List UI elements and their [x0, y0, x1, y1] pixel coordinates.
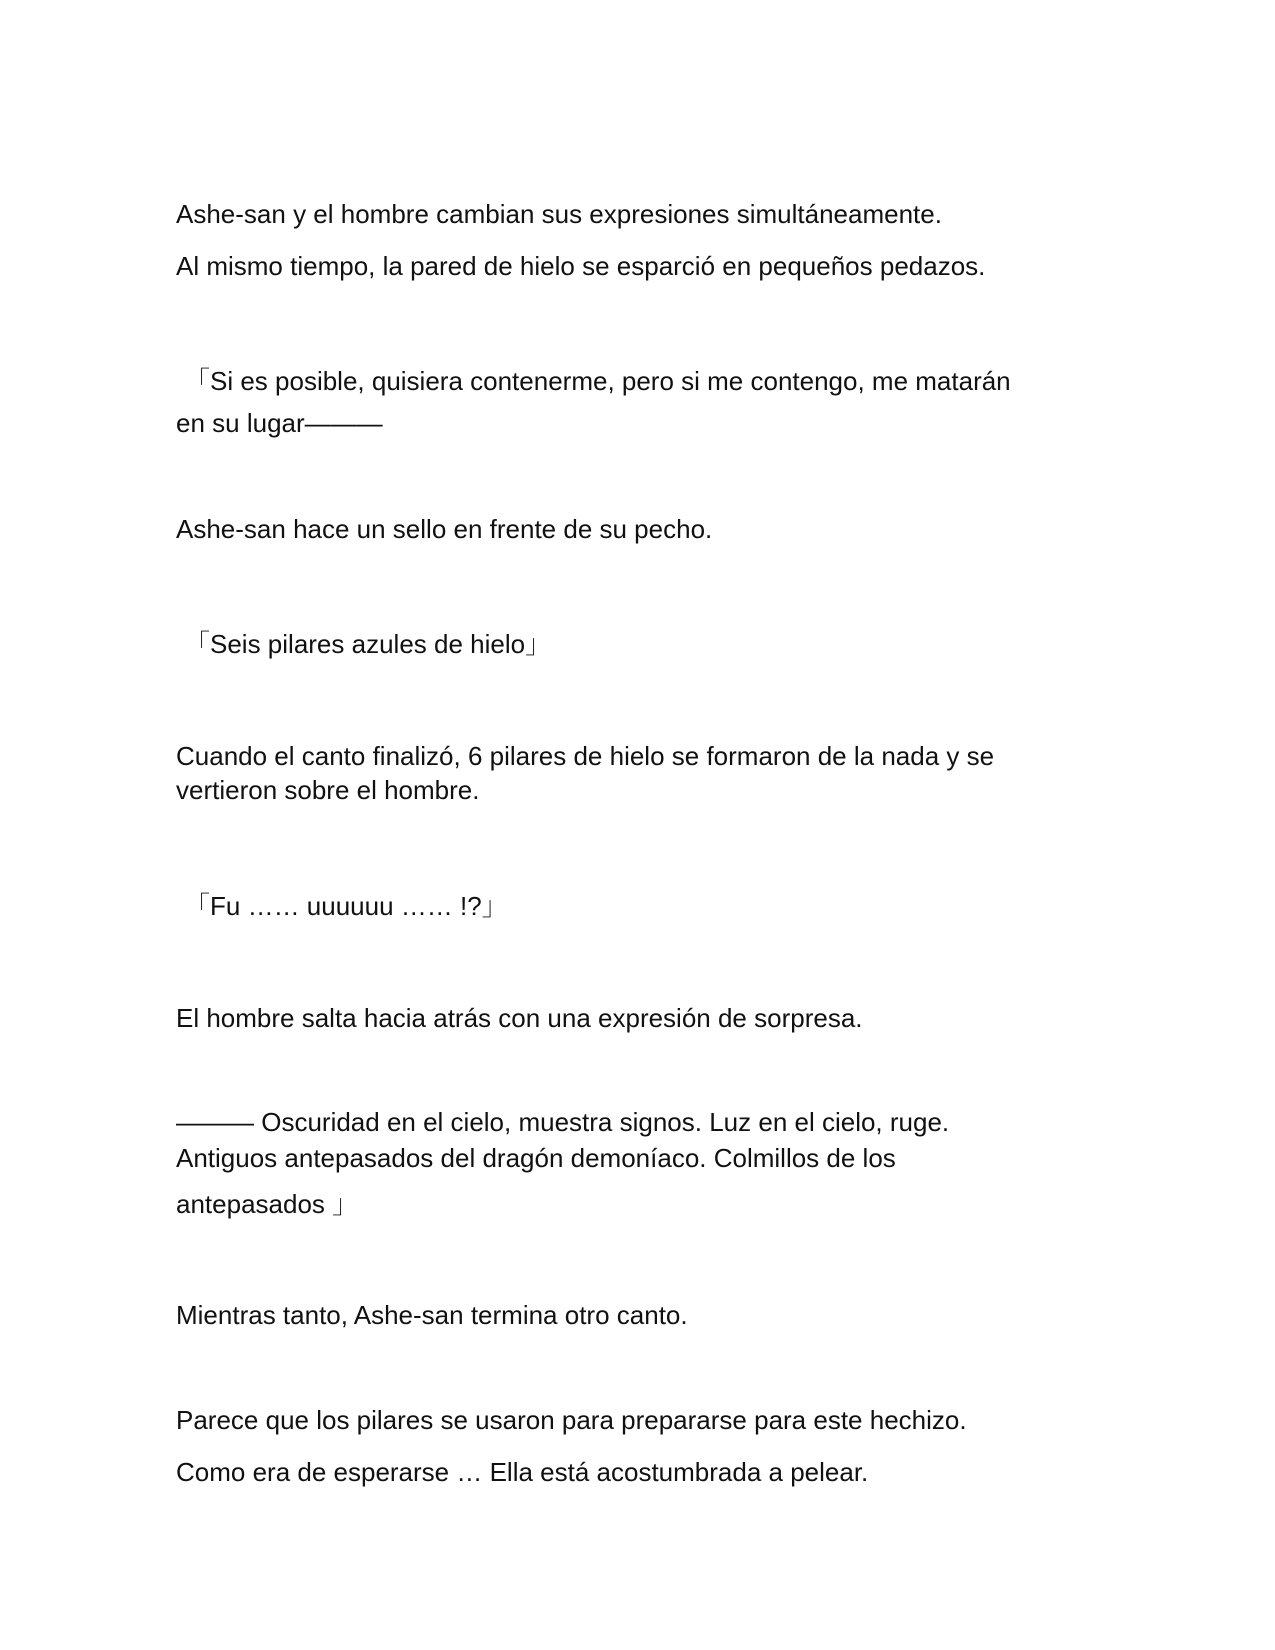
- dialogue-line: en su lugar———: [176, 408, 383, 438]
- text-line: Mientras tanto, Ashe-san termina otro canto.: [176, 1300, 688, 1330]
- text-line: Al mismo tiempo, la pared de hielo se esparció en pequeños pedazos.: [176, 251, 986, 281]
- text-line: Como era de esperarse … Ella está acostumbrada a pelear.: [176, 1457, 869, 1487]
- text-line: Ashe-san y el hombre cambian sus expresiones simultáneamente.: [176, 199, 942, 229]
- dialogue-line: 「Si es posible, quisiera contenerme, pero si me contengo, me matarán: [184, 366, 1011, 396]
- chant-line: antepasados 」: [176, 1189, 359, 1219]
- dialogue-line: 「Seis pilares azules de hielo」: [184, 629, 552, 659]
- text-line: El hombre salta hacia atrás con una expresión de sorpresa.: [176, 1003, 863, 1033]
- text-line: Ashe-san hace un sello en frente de su pecho.: [176, 514, 713, 544]
- text-line: vertieron sobre el hombre.: [176, 775, 480, 805]
- chant-line: ——— Oscuridad en el cielo, muestra signos. Luz en el cielo, ruge.: [176, 1107, 950, 1137]
- text-line: Cuando el canto finalizó, 6 pilares de hielo se formaron de la nada y se: [176, 741, 995, 771]
- dialogue-line: 「Fu …… uuuuuu …… !?」: [184, 891, 508, 921]
- text-line: Parece que los pilares se usaron para prepararse para este hechizo.: [176, 1405, 967, 1435]
- chant-line: Antiguos antepasados del dragón demoníaco. Colmillos de los: [176, 1143, 896, 1173]
